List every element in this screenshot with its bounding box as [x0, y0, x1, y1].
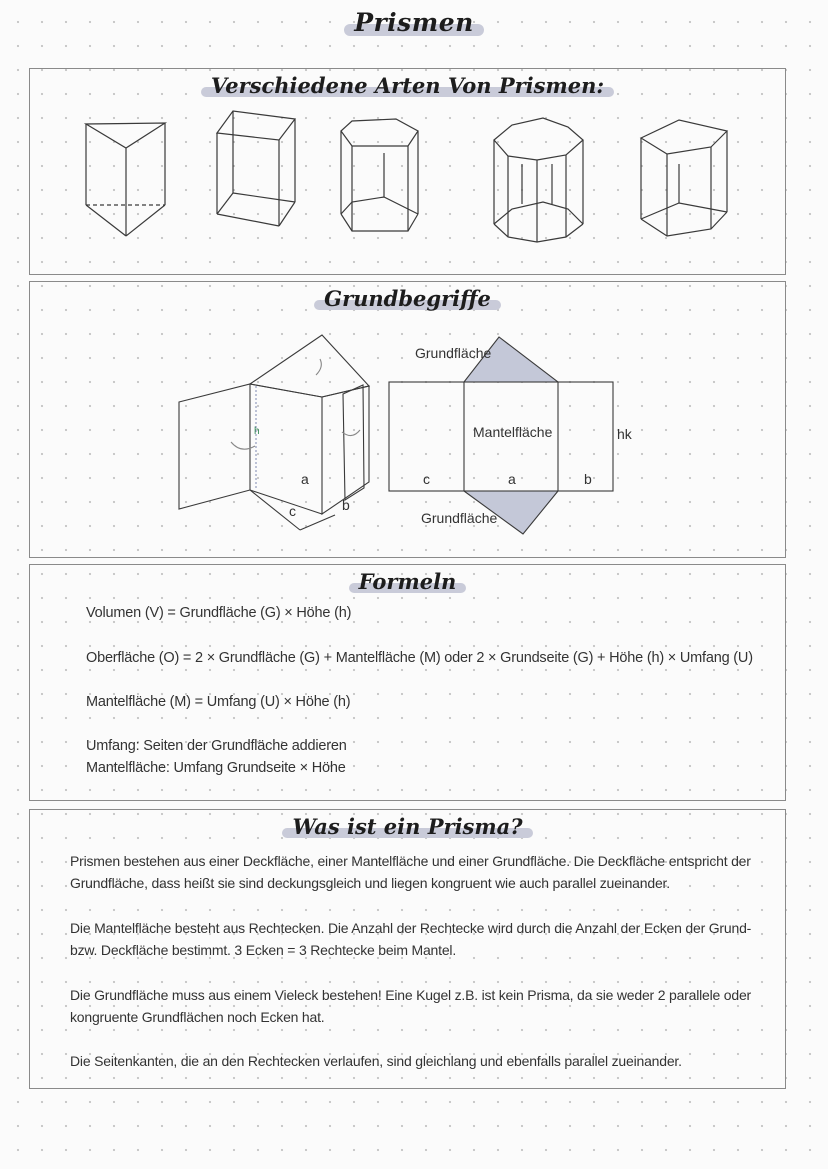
- prism-types-section: [29, 68, 786, 275]
- page-title: Prismen: [0, 8, 828, 37]
- formulas-heading: Formeln: [30, 569, 785, 594]
- label-grundflaeche-top: Grundfläche: [415, 345, 492, 361]
- cuboid-prism: [217, 111, 295, 226]
- paragraph-4: Die Seitenkanten, die an den Rechtecken verlaufen, sind gleichlang und ebenfalls parallel zueinander.: [70, 1053, 682, 1069]
- label-mantelflaeche: Mantelfläche: [473, 424, 553, 440]
- paragraph-1: Prismen bestehen aus einer Deckfläche, einer Mantelfläche und einer Grundfläche. Die Deckfläche entspricht der Grundfläche, dass heißt sie sind deckungsgleich und liegen kongruent wie auch parallel zueinander.: [70, 853, 751, 891]
- formula-volume: Volumen (V) = Grundfläche (G) × Höhe (h): [86, 605, 352, 621]
- paragraph-3: Die Grundfläche muss aus einem Vieleck bestehen! Eine Kugel z.B. ist kein Prisma, da sie weder 2 parallele oder kongruente Grundflächen noch Ecken hat.: [70, 987, 752, 1025]
- label-a-left: a: [301, 471, 309, 487]
- label-c: c: [423, 471, 430, 487]
- label-b: b: [584, 471, 592, 487]
- octagonal-prism: [494, 118, 583, 242]
- flat-prism-net: [389, 337, 633, 534]
- label-h: h: [254, 426, 260, 437]
- pentagonal-prism: [641, 120, 727, 236]
- basic-terms-drawings: [30, 282, 787, 559]
- label-hk: hk: [617, 426, 632, 442]
- label-c-left: c: [289, 503, 296, 519]
- definition-section: [29, 809, 786, 1089]
- label-grundflaeche-bottom: Grundfläche: [421, 510, 498, 526]
- triangular-prism: [86, 123, 165, 236]
- label-a: a: [508, 471, 516, 487]
- label-b-left: b: [342, 497, 350, 513]
- formula-perimeter: Umfang: Seiten der Grundfläche addieren: [86, 738, 347, 754]
- formulas-section: [29, 564, 786, 801]
- basic-terms-section: [29, 281, 786, 558]
- formula-lateral-note: Mantelfläche: Umfang Grundseite × Höhe: [86, 760, 346, 776]
- formula-surface: Oberfläche (O) = 2 × Grundfläche (G) + Mantelfläche (M) oder 2 × Grundseite (G) + Höhe (h) × Umfang (U): [86, 650, 753, 666]
- basic-terms-heading: Grundbegriffe: [30, 286, 785, 311]
- definition-heading: Was ist ein Prisma?: [30, 814, 785, 839]
- paragraph-2: Die Mantelfläche besteht aus Rechtecken. Die Anzahl der Rechtecke wird durch die Anzahl der Ecken der Grund- bzw. Deckfläche bestimmt. 3 Ecken = 3 Rechtecke beim Mantel.: [70, 920, 752, 958]
- folding-prism-net: [179, 335, 369, 530]
- formula-lateral-surface: Mantelfläche (M) = Umfang (U) × Höhe (h): [86, 694, 351, 710]
- hexagonal-prism-1: [341, 119, 418, 231]
- prism-types-drawings: [30, 69, 787, 276]
- prism-types-heading: Verschiedene Arten Von Prismen:: [30, 73, 785, 98]
